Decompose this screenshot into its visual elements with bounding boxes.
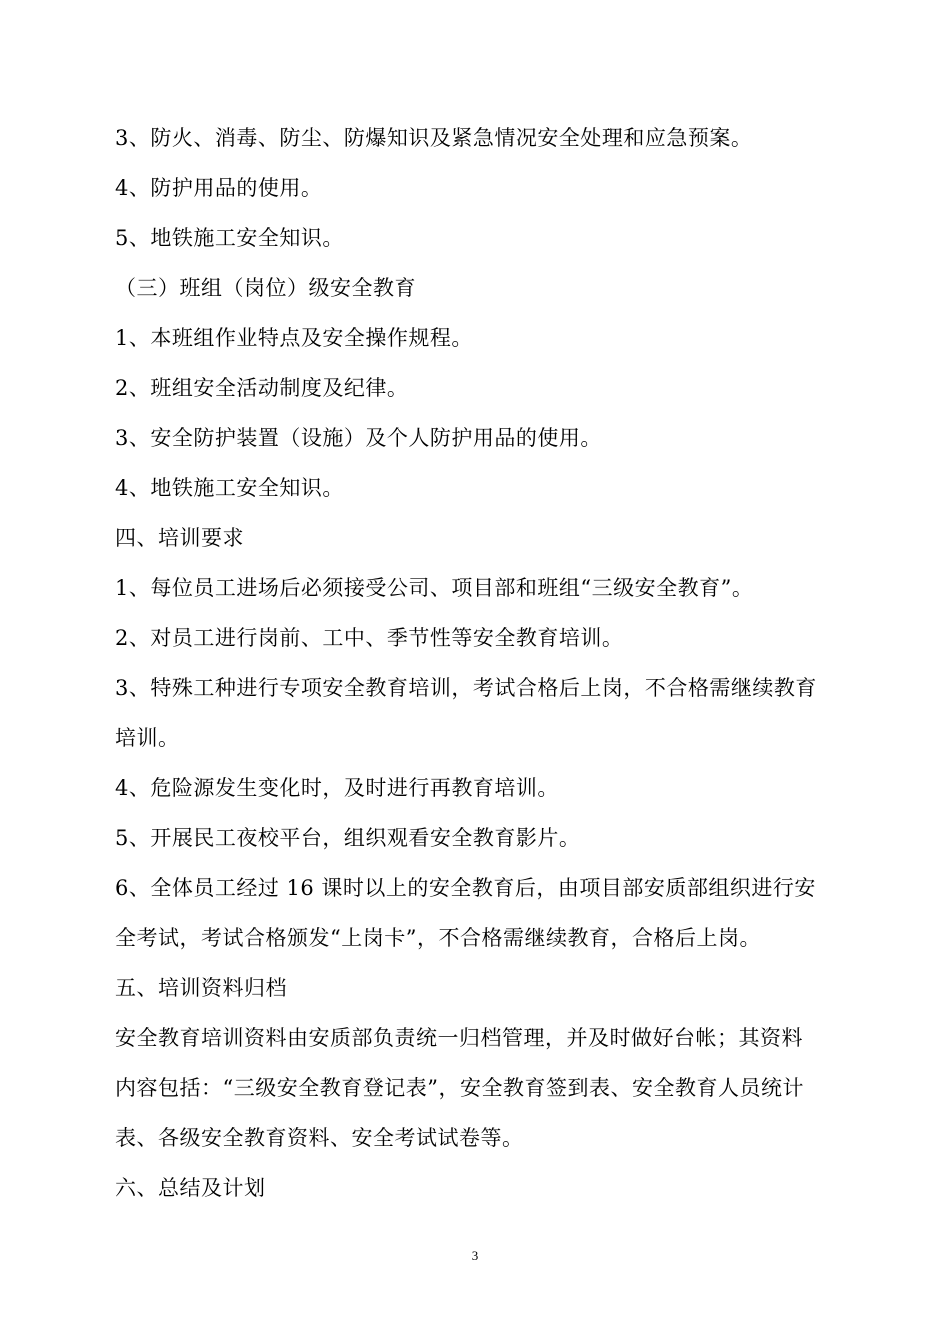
list-item: 3、特殊工种进行专项安全教育培训，考试合格后上岗，不合格需继续教育 — [115, 676, 817, 700]
page-number: 3 — [471, 1248, 479, 1263]
list-item-continuation: 培训。 — [115, 726, 180, 750]
list-item: 6、全体员工经过 16 课时以上的安全教育后，由项目部安质部组织进行安 — [115, 876, 816, 900]
list-item: 1、本班组作业特点及安全操作规程。 — [115, 326, 473, 350]
list-item: 3、安全防护装置（设施）及个人防护用品的使用。 — [115, 426, 602, 450]
list-item: 3、防火、消毒、防尘、防爆知识及紧急情况安全处理和应急预案。 — [115, 126, 753, 150]
list-item: 5、地铁施工安全知识。 — [115, 226, 344, 250]
list-item: 5、开展民工夜校平台，组织观看安全教育影片。 — [115, 826, 581, 850]
list-item: 1、每位员工进场后必须接受公司、项目部和班组“三级安全教育”。 — [115, 576, 754, 600]
list-item: 2、对员工进行岗前、工中、季节性等安全教育培训。 — [115, 626, 624, 650]
list-item: 4、危险源发生变化时，及时进行再教育培训。 — [115, 776, 559, 800]
list-item: 2、班组安全活动制度及纪律。 — [115, 376, 409, 400]
section-heading: 六、总结及计划 — [115, 1176, 266, 1200]
list-item: 4、地铁施工安全知识。 — [115, 476, 344, 500]
paragraph-line: 表、各级安全教育资料、安全考试试卷等。 — [115, 1126, 524, 1150]
section-heading: 四、培训要求 — [115, 526, 244, 550]
document-body — [115, 113, 840, 1213]
paragraph-line: 安全教育培训资料由安质部负责统一归档管理，并及时做好台帐；其资料 — [115, 1026, 803, 1050]
section-heading: 五、培训资料归档 — [115, 976, 287, 1000]
list-item: 4、防护用品的使用。 — [115, 176, 323, 200]
section-heading: （三）班组（岗位）级安全教育 — [115, 276, 416, 300]
paragraph-line: 内容包括：“三级安全教育登记表”，安全教育签到表、安全教育人员统计 — [115, 1076, 804, 1100]
list-item-continuation: 全考试，考试合格颁发“上岗卡”，不合格需继续教育，合格后上岗。 — [115, 926, 761, 950]
